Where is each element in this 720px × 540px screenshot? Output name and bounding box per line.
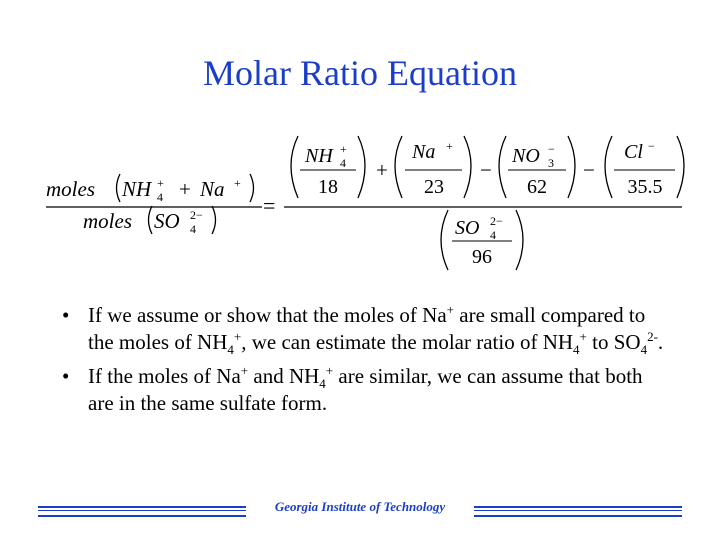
lhs-den-so-sup: 2− — [190, 208, 203, 222]
subscript: 4 — [640, 342, 648, 358]
bullet-text: are similar, we can assume that both are in the same sulfate form. — [88, 364, 643, 415]
rhs-term2-species: Na — [412, 141, 436, 163]
rhs-term1-close-paren — [358, 136, 365, 198]
bullet-item — [60, 363, 670, 417]
rhs-term1-sub: 4 — [340, 156, 346, 170]
rhs-term3-sup: − — [548, 142, 555, 156]
lhs-den-moles: moles — [83, 209, 132, 233]
superscript: + — [579, 329, 587, 344]
lhs-num-nh-sub: 4 — [157, 190, 163, 204]
lhs-num-open-paren — [117, 174, 121, 202]
subscript: 4 — [227, 342, 234, 358]
rhs-term4-close-paren — [677, 136, 684, 198]
rhs-term4-open-paren — [605, 136, 612, 198]
lhs-den-open-paren — [149, 206, 153, 234]
rhs-term3-open-paren — [499, 136, 506, 198]
bullet-text: and NH — [248, 364, 320, 388]
rhs-term3-species: NO — [512, 145, 540, 167]
rhs-term3-mass: 62 — [527, 176, 547, 198]
lhs-den-so: SO — [154, 209, 180, 233]
lhs-num-plus: + — [179, 177, 191, 201]
rhs-term2-close-paren — [464, 136, 471, 198]
bullet-marker: • — [62, 303, 70, 327]
rhs-term3-op: − — [480, 158, 492, 182]
equals-sign: = — [263, 193, 276, 218]
lhs-den-so-sub: 4 — [190, 222, 196, 236]
rhs-term1-open-paren — [291, 136, 298, 198]
bullet-text: , we can estimate the molar ratio of NH — [241, 330, 574, 354]
footer-institution: Georgia Institute of Technology — [274, 499, 446, 514]
rhs-term2-open-paren — [395, 136, 402, 198]
footer-rule-right — [474, 506, 682, 517]
rhs-term1-mass: 18 — [318, 176, 338, 198]
superscript: 2- — [647, 329, 658, 344]
rhs-den-sup: 2− — [490, 214, 503, 228]
bullet-text: If the moles of Na — [88, 364, 241, 388]
rhs-den-open-paren — [441, 210, 448, 270]
superscript: + — [240, 363, 249, 378]
rhs-den-close-paren — [516, 210, 523, 270]
rhs-term3-sub: 3 — [548, 156, 554, 170]
rhs-term4-mass: 35.5 — [627, 176, 663, 198]
rhs-term1-sup: + — [340, 142, 347, 156]
rhs-term2-op: + — [376, 158, 388, 182]
rhs-term4-species: Cl — [624, 141, 643, 163]
rhs-den-species: SO — [455, 217, 480, 239]
rhs-den-sub: 4 — [490, 228, 496, 242]
rhs-term4-op: − — [583, 158, 595, 182]
bullet-item — [60, 302, 670, 356]
superscript: + — [325, 363, 334, 378]
subscript: 4 — [319, 376, 326, 392]
bullet-text: to SO — [586, 330, 641, 354]
lhs-den-close-paren — [212, 206, 216, 234]
lhs-num-na: Na — [200, 177, 225, 201]
slide-title: Molar Ratio Equation — [203, 53, 517, 93]
bullet-marker: • — [62, 364, 70, 388]
rhs-term2-mass: 23 — [424, 176, 444, 198]
lhs-num-close-paren — [250, 174, 254, 202]
bullet-text: are small compared to the moles of NH — [88, 303, 646, 354]
bullet-text: . — [657, 330, 664, 354]
superscript: + — [233, 329, 242, 344]
bullet-list — [60, 302, 670, 424]
lhs-num-moles: moles — [46, 177, 95, 201]
rhs-term1-species: NH — [305, 145, 333, 167]
footer-rule-left — [38, 506, 246, 517]
rhs-den-mass: 96 — [472, 246, 492, 268]
lhs-num-na-sup: + — [234, 176, 241, 190]
bullet-text: If we assume or show that the moles of Na — [88, 303, 447, 327]
lhs-num-nh-sup: + — [157, 176, 164, 190]
superscript: + — [446, 302, 455, 317]
rhs-term2-sup: + — [446, 139, 453, 153]
subscript: 4 — [573, 342, 580, 358]
lhs-num-nh: NH — [122, 177, 152, 201]
rhs-term4-sup: − — [648, 139, 655, 153]
rhs-term3-close-paren — [568, 136, 575, 198]
